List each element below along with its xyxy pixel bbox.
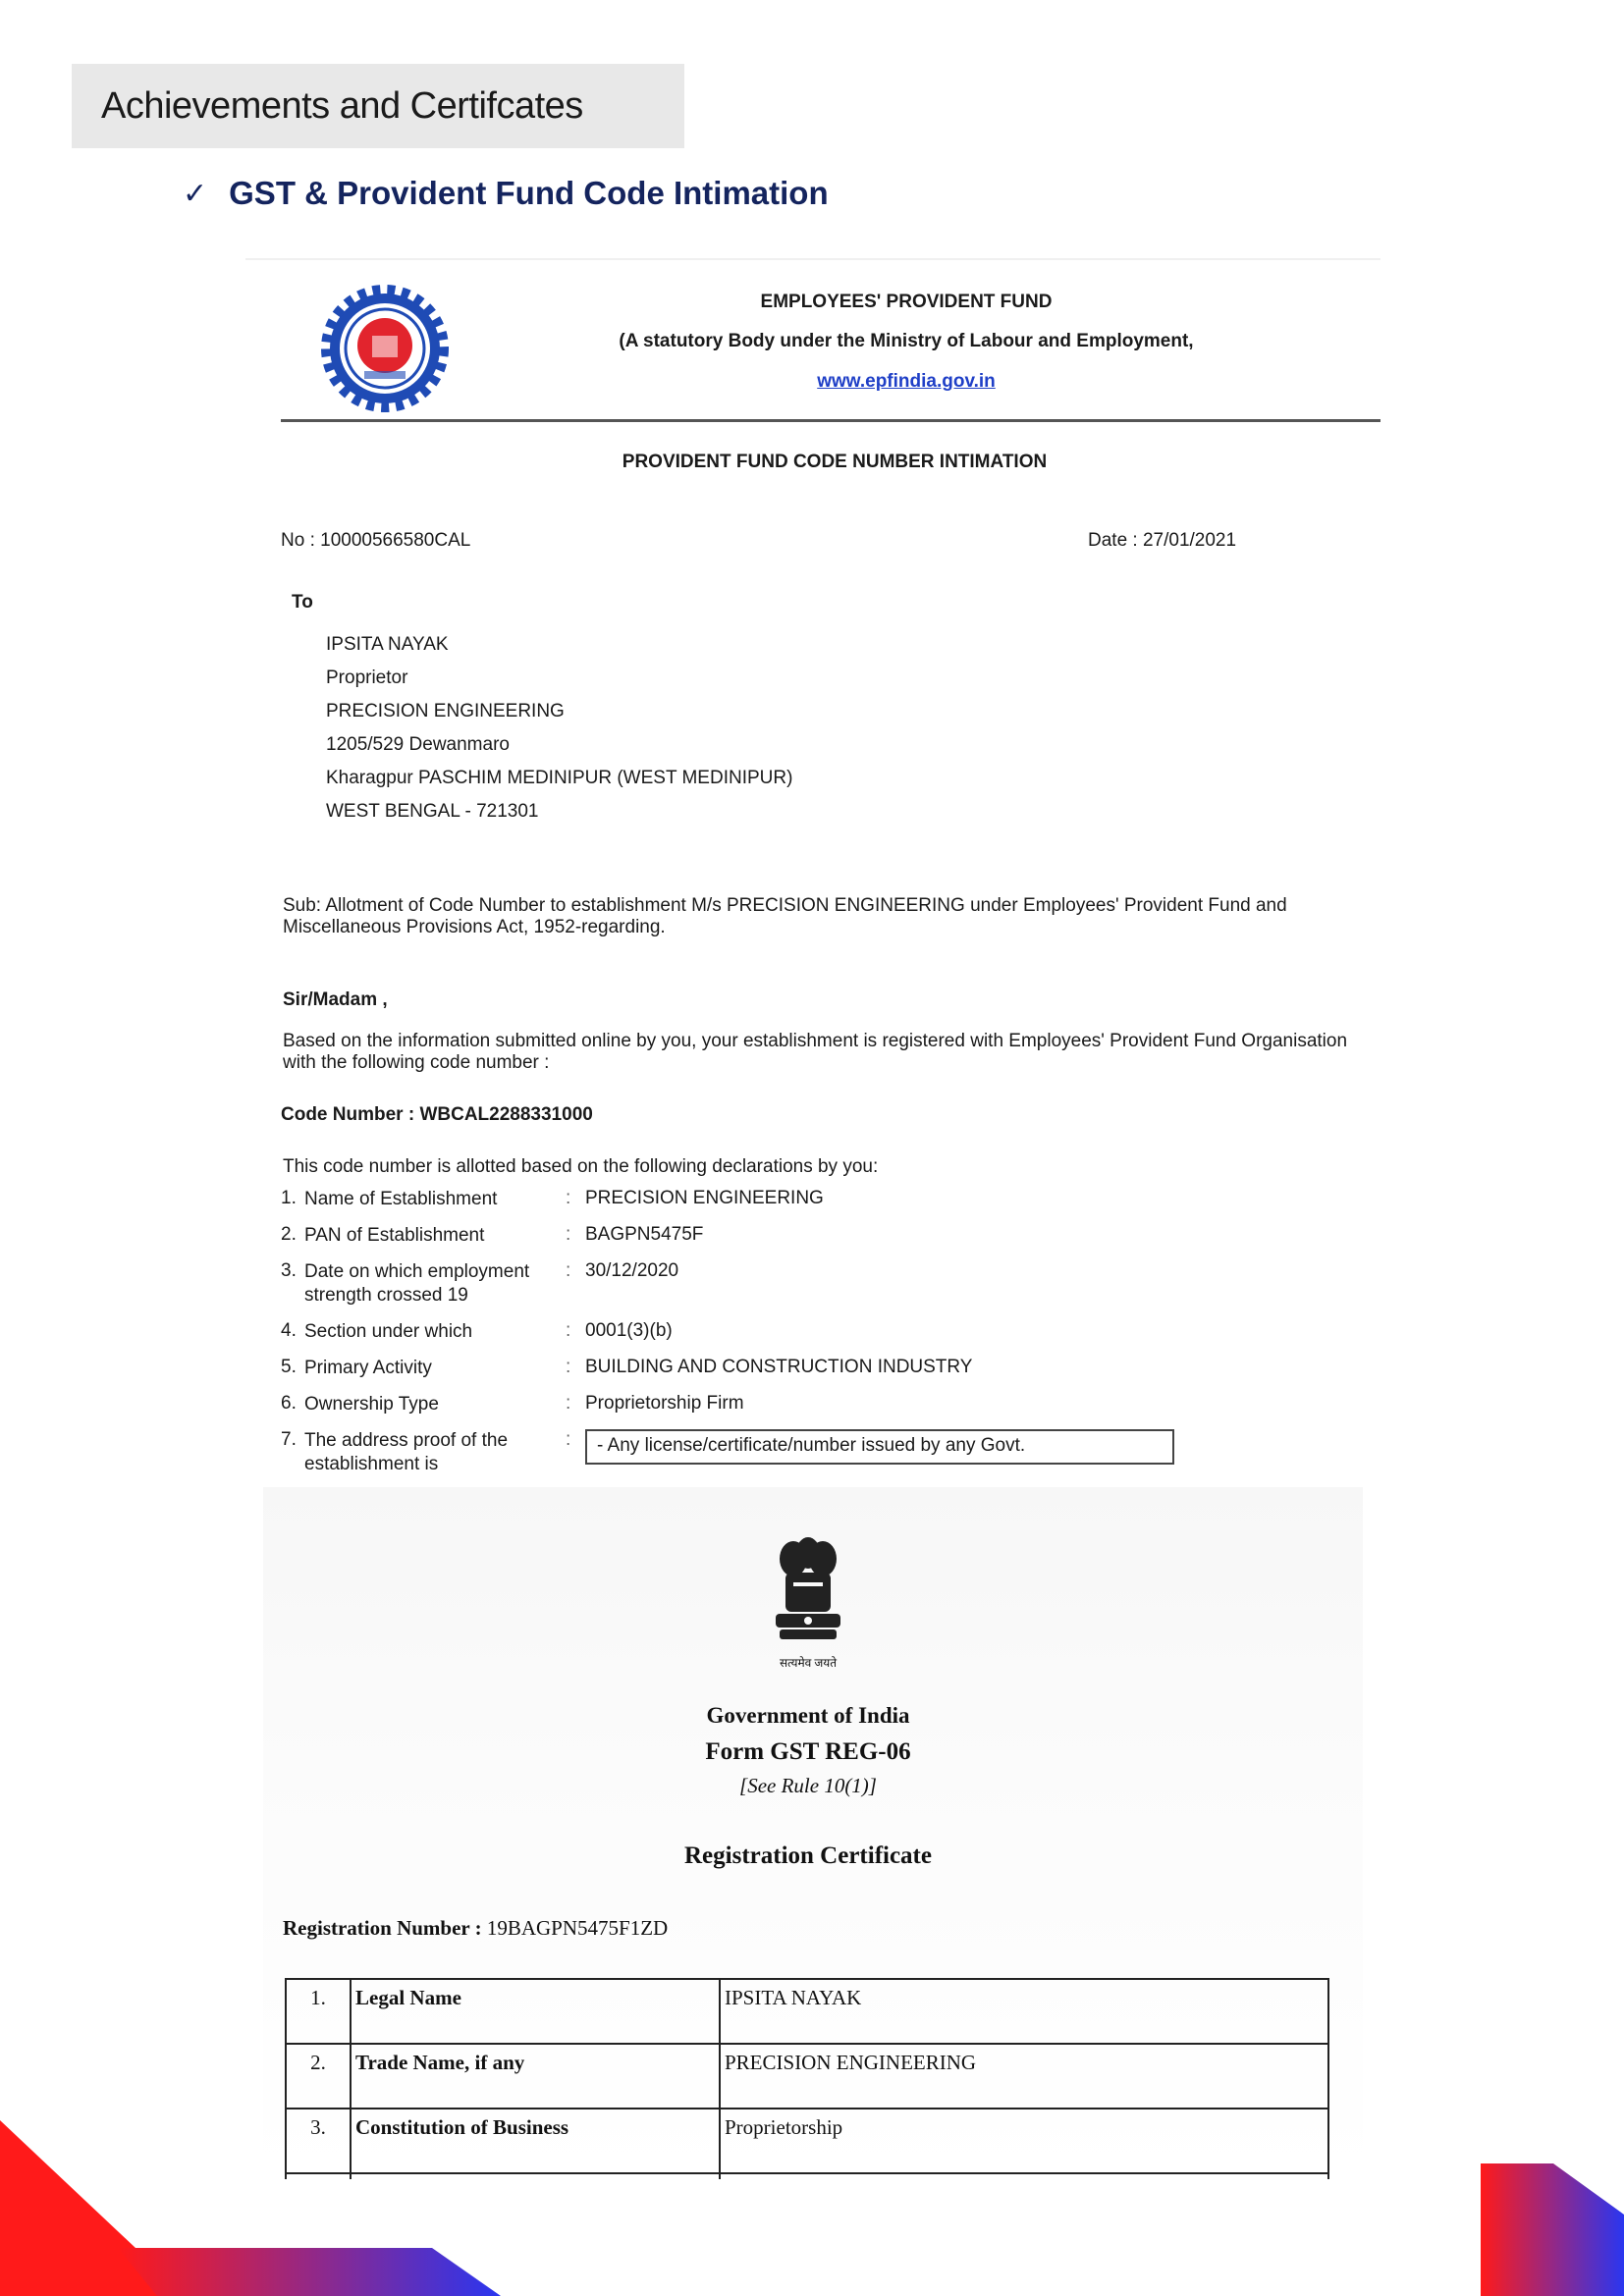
row-value: BUILDING AND CONSTRUCTION INDUSTRY [585, 1357, 973, 1377]
declaration-row [281, 1188, 1361, 1211]
row-label: Primary Activity [304, 1358, 432, 1378]
row-label: Constitution of Business [351, 2109, 720, 2173]
letter-title: PROVIDENT FUND CODE NUMBER INTIMATION [622, 452, 1048, 472]
declaration-row [281, 1224, 1361, 1248]
row-label: Legal Name [351, 1979, 720, 2044]
row-value: Proprietorship Firm [585, 1393, 744, 1414]
section-header [72, 64, 684, 148]
row-value: 30/12/2020 [585, 1260, 679, 1281]
emblem-motto: सत्यमेव जयते [779, 1656, 838, 1670]
row-number: 3. [281, 1260, 297, 1281]
table-row [286, 1979, 1328, 2044]
form-name: Form GST REG-06 [705, 1738, 911, 1765]
org-subtitle: (A statutory Body under the Ministry of Labour and Employment, [619, 331, 1194, 351]
row-value: PRECISION ENGINEERING [720, 2044, 1328, 2109]
row-separator: : [566, 1393, 571, 1414]
row-value: PRECISION ENGINEERING [585, 1188, 824, 1208]
registration-number [283, 1916, 668, 1941]
row-label: The address proof of the establishment is [304, 1430, 509, 1474]
declarations-intro: This code number is allotted based on the following declarations by you: [283, 1156, 879, 1177]
address-line: IPSITA NAYAK [326, 634, 449, 655]
declaration-row [281, 1357, 1361, 1380]
address-line: 1205/529 Dewanmaro [326, 734, 510, 755]
row-label: Date on which employment strength crossed 19 [304, 1261, 530, 1306]
gst-certificate [263, 1487, 1363, 2179]
row-number: 3. [286, 2109, 351, 2173]
row-separator: : [566, 1320, 571, 1341]
rule-reference: [See Rule 10(1)] [739, 1774, 877, 1797]
letter-subject: Sub: Allotment of Code Number to establishment M/s PRECISION ENGINEERING under Employees' Provident Fund and Miscellaneous Provisions Act, 1952-regarding. [283, 895, 1287, 937]
row-separator: : [566, 1224, 571, 1245]
code-number: Code Number : WBCAL2288331000 [281, 1104, 593, 1125]
row-separator: : [566, 1429, 571, 1450]
row-value: Proprietorship [720, 2109, 1328, 2173]
row-value-partial [720, 2173, 1328, 2179]
declaration-row [281, 1320, 1361, 1344]
letter-date: Date : 27/01/2021 [1088, 530, 1237, 551]
registration-value: 19BAGPN5475F1ZD [486, 1916, 669, 1940]
row-label: Section under which [304, 1321, 473, 1342]
declaration-row [281, 1260, 1361, 1308]
letter-body: Based on the information submitted online by you, your establishment is registered with Employees' Provident Fund Organisation with the following code number : [283, 1031, 1348, 1073]
row-number: 6. [281, 1393, 297, 1414]
row-value: 0001(3)(b) [585, 1320, 673, 1341]
row-separator: : [566, 1188, 571, 1208]
row-value: - Any license/certificate/number issued by any Govt. [585, 1429, 1174, 1465]
row-separator: : [566, 1260, 571, 1281]
epf-letter [245, 260, 1380, 1487]
row-label: Trade Name, if any [351, 2044, 720, 2109]
reference-number: No : 10000566580CAL [281, 530, 471, 551]
row-label: PAN of Establishment [304, 1225, 485, 1246]
row-number: 5. [281, 1357, 297, 1377]
row-number: 1. [286, 1979, 351, 2044]
section-title: Achievements and Certifcates [101, 84, 583, 127]
issuer-name: Government of India [706, 1703, 910, 1728]
national-emblem-icon [764, 1531, 852, 1649]
address-line: Proprietor [326, 667, 408, 688]
table-row [286, 2044, 1328, 2109]
row-number: 2. [281, 1224, 297, 1245]
row-label: Ownership Type [304, 1394, 439, 1415]
row-number: 4. [281, 1320, 297, 1341]
row-number: 1. [281, 1188, 297, 1208]
row-value: BAGPN5475F [585, 1224, 704, 1245]
bottom-right-decoration [1473, 2160, 1624, 2296]
row-number: 7. [281, 1429, 297, 1450]
recipient-address [326, 628, 792, 828]
row-label: Name of Establishment [304, 1189, 498, 1209]
declaration-row [281, 1429, 1361, 1476]
row-number: 2. [286, 2044, 351, 2109]
row-separator: : [566, 1357, 571, 1377]
to-label: To [292, 592, 313, 613]
certificate-title: Registration Certificate [684, 1842, 932, 1869]
subheading [183, 175, 829, 212]
address-line: PRECISION ENGINEERING [326, 701, 565, 721]
checkmark-icon: ✓ [183, 177, 208, 210]
org-name: EMPLOYEES' PROVIDENT FUND [760, 292, 1053, 312]
salutation: Sir/Madam , [283, 989, 388, 1010]
address-line: Kharagpur PASCHIM MEDINIPUR (WEST MEDINIPUR) [326, 768, 793, 788]
declaration-row [281, 1393, 1361, 1416]
org-website-link[interactable]: www.epfindia.gov.in [817, 371, 996, 392]
row-value: IPSITA NAYAK [720, 1979, 1328, 2044]
header-divider [281, 419, 1380, 422]
registration-label: Registration Number : [283, 1916, 482, 1940]
bottom-left-decoration [0, 2120, 511, 2296]
address-line: WEST BENGAL - 721301 [326, 801, 539, 822]
subheading-text: GST & Provident Fund Code Intimation [229, 175, 829, 211]
